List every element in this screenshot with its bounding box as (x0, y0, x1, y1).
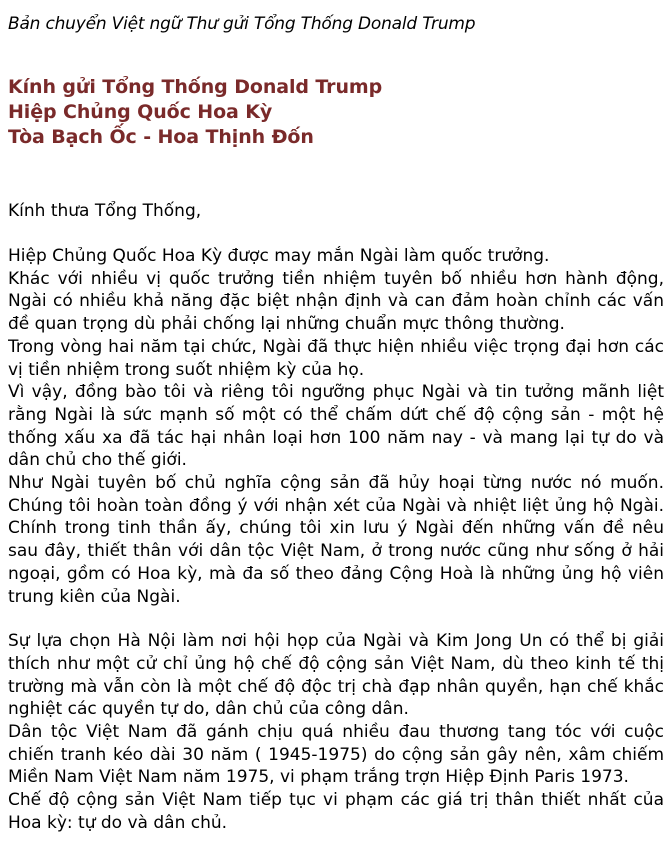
section-2-line: trường mà vẫn còn là một chế độ độc trị chà đạp nhân quyền, hạn chế khắc (8, 676, 664, 697)
section-2-line: nghiệt các quyền tự do, dân chủ của công dân. (8, 699, 409, 720)
section-1-line: Trong vòng hai năm tại chức, Ngài đã thực hiện nhiều việc trọng đại hơn các (8, 336, 664, 357)
section-2-line: Sự lựa chọn Hà Nội làm nơi hội họp của Ngài và Kim Jong Un có thể bị giải (8, 631, 664, 652)
section-1-line: Như Ngài tuyên bố chủ nghĩa cộng sản đã hủy hoại từng nước nó muốn. (8, 473, 664, 494)
address-line-recipient: Kính gửi Tổng Thống Donald Trump (8, 76, 383, 98)
letter-section-1 (8, 245, 664, 608)
section-1-line: Chính trong tinh thần ấy, chúng tôi xin lưu ý Ngài đến những vấn đề nêu (8, 518, 664, 539)
section-1-line: trung kiên của Ngài. (8, 586, 181, 607)
letter-section-2 (8, 630, 664, 834)
section-1-line: Chúng tôi hoàn toàn đồng ý với nhận xét của Ngài và nhiệt liệt ủng hộ Ngài. (8, 495, 664, 516)
salutation: Kính thưa Tổng Thống, (8, 201, 202, 221)
address-block (8, 75, 671, 150)
section-1-line: đề quan trọng dù phải chống lại những chuẩn mực thông thường. (8, 314, 565, 335)
address-line-country: Hiệp Chủng Quốc Hoa Kỳ (8, 101, 273, 123)
section-2-line: Hoa kỳ: tự do và dân chủ. (8, 812, 228, 833)
section-1-line: thống xấu xa đã tác hại nhân loại hơn 100 năm nay - và mang lại tự do và (8, 427, 664, 448)
section-1-line: vị tiền nhiệm trong suốt nhiệm kỳ của họ. (8, 359, 365, 380)
section-1-line: Khác với nhiều vị quốc trưởng tiền nhiệm tuyên bố nhiều hơn hành động, (8, 268, 664, 289)
section-2-line: thích như một cử chỉ ủng hộ chế độ cộng sản Việt Nam, dù theo kinh tế thị (8, 653, 664, 674)
section-2-line: chiến tranh kéo dài 30 năm ( 1945-1975) do cộng sản gây nên, xâm chiếm (8, 744, 664, 765)
section-1-line: rằng Ngài là sức mạnh số một có thể chấm dứt chế độ cộng sản - một hệ (8, 404, 664, 425)
section-1-line: Ngài có nhiều khả năng đặc biệt nhận định và can đảm hoàn chỉnh các vấn (8, 291, 664, 312)
section-1-line: ngoại, gồm có Hoa kỳ, mà đa số theo đảng Cộng Hoà là những ủng hộ viên (8, 563, 664, 584)
address-line-location: Tòa Bạch Ốc - Hoa Thịnh Đốn (8, 126, 314, 148)
section-2-line: Miền Nam Việt Nam năm 1975, vi phạm trắng trợn Hiệp Định Paris 1973. (8, 767, 629, 788)
section-1-line: sau đây, thiết thân với dân tộc Việt Nam, ở trong nước cũng như sống ở hải (8, 541, 664, 562)
section-1-line: Vì vậy, đồng bào tôi và riêng tôi ngưỡng phục Ngài và tin tưởng mãnh liệt (8, 382, 664, 403)
section-2-line: Chế độ cộng sản Việt Nam tiếp tục vi phạm các giá trị thân thiết nhất của (8, 790, 664, 811)
section-2-line: Dân tộc Việt Nam đã gánh chịu quá nhiều đau thương tang tóc với cuộc (8, 722, 664, 743)
section-1-line: Hiệp Chủng Quốc Hoa Kỳ được may mắn Ngài làm quốc trưởng. (8, 246, 550, 266)
section-1-line: dân chủ cho thế giới. (8, 450, 187, 471)
document-title: Bản chuyển Việt ngữ Thư gửi Tổng Thống Donald Trump (8, 14, 476, 34)
